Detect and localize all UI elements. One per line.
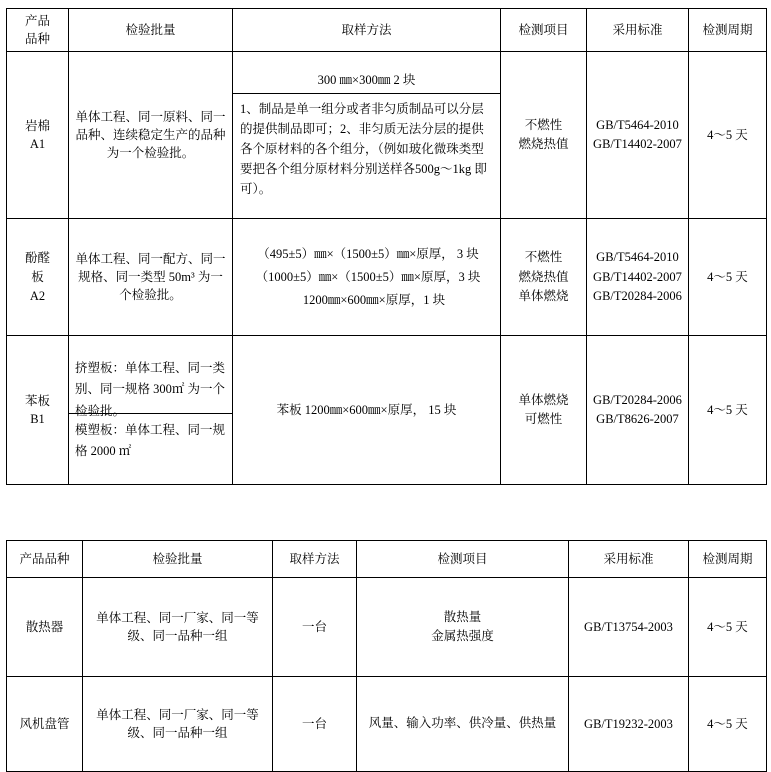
header-items: 检测项目	[357, 541, 569, 578]
item-line1: 不燃性	[524, 117, 563, 132]
sampling-line3: 1200㎜×600㎜×原厚，1 块	[302, 292, 446, 307]
item-line3: 单体燃烧	[518, 288, 569, 303]
standard-line2: GB/T14402-2007	[593, 269, 682, 284]
header-standard: 采用标准	[587, 9, 689, 52]
cell-cycle: 4～5 天	[689, 336, 767, 485]
cell-items	[357, 677, 569, 772]
cell-sampling: 苯板 1200㎜×600㎜×原厚， 15 块	[233, 336, 501, 485]
table-row	[7, 336, 767, 485]
cell-items	[501, 219, 587, 336]
inspection-table-1	[6, 8, 767, 485]
cell-sampling	[233, 52, 501, 219]
header-cycle: 检测周期	[689, 541, 767, 578]
cell-cycle: 4～5 天	[689, 677, 767, 772]
cell-cycle: 4～5 天	[689, 578, 767, 677]
standard-line2: GB/T14402-2007	[593, 137, 682, 152]
standard-line2: GB/T8626-2007	[596, 412, 679, 427]
cell-batch: 单体工程、同一配方、同一规格、同一类型 50m³ 为一个检验批。	[69, 219, 233, 336]
cell-standard	[587, 52, 689, 219]
header-product	[7, 9, 69, 52]
header-cycle: 检测周期	[689, 9, 767, 52]
cell-standard: GB/T19232-2003	[569, 677, 689, 772]
product-line1: 苯板	[24, 393, 50, 408]
item-line1: 风量、输入功率、供冷量、供热量	[368, 716, 557, 731]
cell-product: 散热器	[7, 578, 83, 677]
sampling-line1: （495±5）㎜×（1500±5）㎜×原厚， 3 块	[257, 246, 479, 261]
cell-sampling: 一台	[273, 677, 357, 772]
batch-bottom-text: 模塑板：单体工程、同一规格 2000 ㎡	[75, 423, 226, 459]
sampling-bottom-text: 1、制品是单一组分或者非匀质制品可以分层的提供制品即可；2、非匀质无法分层的提供各个原材料的各个组分，（例如玻化微珠类型要把各个组分原材料分别送样各500g～1kg 即可）。	[240, 101, 487, 196]
standard-line1: GB/T5464-2010	[596, 117, 679, 132]
cell-sampling	[233, 219, 501, 336]
cell-sampling: 一台	[273, 578, 357, 677]
table-row	[7, 578, 767, 677]
product-line3: A2	[29, 288, 46, 303]
standard-line1: GB/T20284-2006	[593, 392, 682, 407]
header-sampling: 取样方法	[273, 541, 357, 578]
item-line1: 单体燃烧	[518, 392, 569, 407]
header-product-line1: 产品	[24, 14, 50, 28]
item-line1: 不燃性	[524, 250, 563, 265]
table-row	[7, 677, 767, 772]
item-line2: 燃烧热值	[518, 269, 569, 284]
product-line1: 岩棉	[24, 118, 50, 133]
header-product: 产品品种	[7, 541, 83, 578]
product-line1: 酚醛	[24, 251, 50, 266]
product-line2: B1	[30, 412, 45, 427]
cell-product	[7, 52, 69, 219]
sampling-line2: （1000±5）㎜×（1500±5）㎜×原厚，3 块	[255, 269, 481, 284]
cell-batch	[69, 336, 233, 485]
item-line1: 散热量	[443, 609, 482, 624]
cell-standard	[587, 336, 689, 485]
product-line2: 板	[31, 269, 44, 284]
cell-standard: GB/T13754-2003	[569, 578, 689, 677]
cell-product	[7, 336, 69, 485]
cell-items	[357, 578, 569, 677]
inspection-table-2	[6, 540, 767, 772]
product-line2: A1	[29, 137, 46, 152]
cell-batch: 单体工程、同一厂家、同一等级、同一品种一组	[83, 677, 273, 772]
cell-items	[501, 336, 587, 485]
item-line2: 可燃性	[524, 412, 563, 427]
table-row	[7, 219, 767, 336]
cell-cycle: 4～5 天	[689, 52, 767, 219]
cell-standard	[587, 219, 689, 336]
header-items: 检测项目	[501, 9, 587, 52]
item-line2: 燃烧热值	[518, 137, 569, 152]
cell-product: 风机盘管	[7, 677, 83, 772]
table1-header-row	[7, 9, 767, 52]
header-standard: 采用标准	[569, 541, 689, 578]
table2-header-row	[7, 541, 767, 578]
batch-top-text: 挤塑板：单体工程、同一类别、同一规格 300㎡ 为一个检验批。	[69, 352, 232, 414]
sampling-top-text: 300 ㎜×300㎜ 2 块	[233, 67, 500, 94]
cell-cycle: 4～5 天	[689, 219, 767, 336]
table-row	[7, 52, 767, 219]
header-sampling: 取样方法	[233, 9, 501, 52]
cell-batch: 单体工程、同一原料、同一品种、连续稳定生产的品种为一个检验批。	[69, 52, 233, 219]
cell-items	[501, 52, 587, 219]
cell-product	[7, 219, 69, 336]
standard-line3: GB/T20284-2006	[593, 288, 682, 303]
header-batch: 检验批量	[69, 9, 233, 52]
standard-line1: GB/T5464-2010	[596, 250, 679, 265]
header-product-line2: 品种	[24, 32, 50, 47]
cell-batch: 单体工程、同一厂家、同一等级、同一品种一组	[83, 578, 273, 677]
item-line2: 金属热强度	[431, 629, 494, 643]
header-batch: 检验批量	[83, 541, 273, 578]
